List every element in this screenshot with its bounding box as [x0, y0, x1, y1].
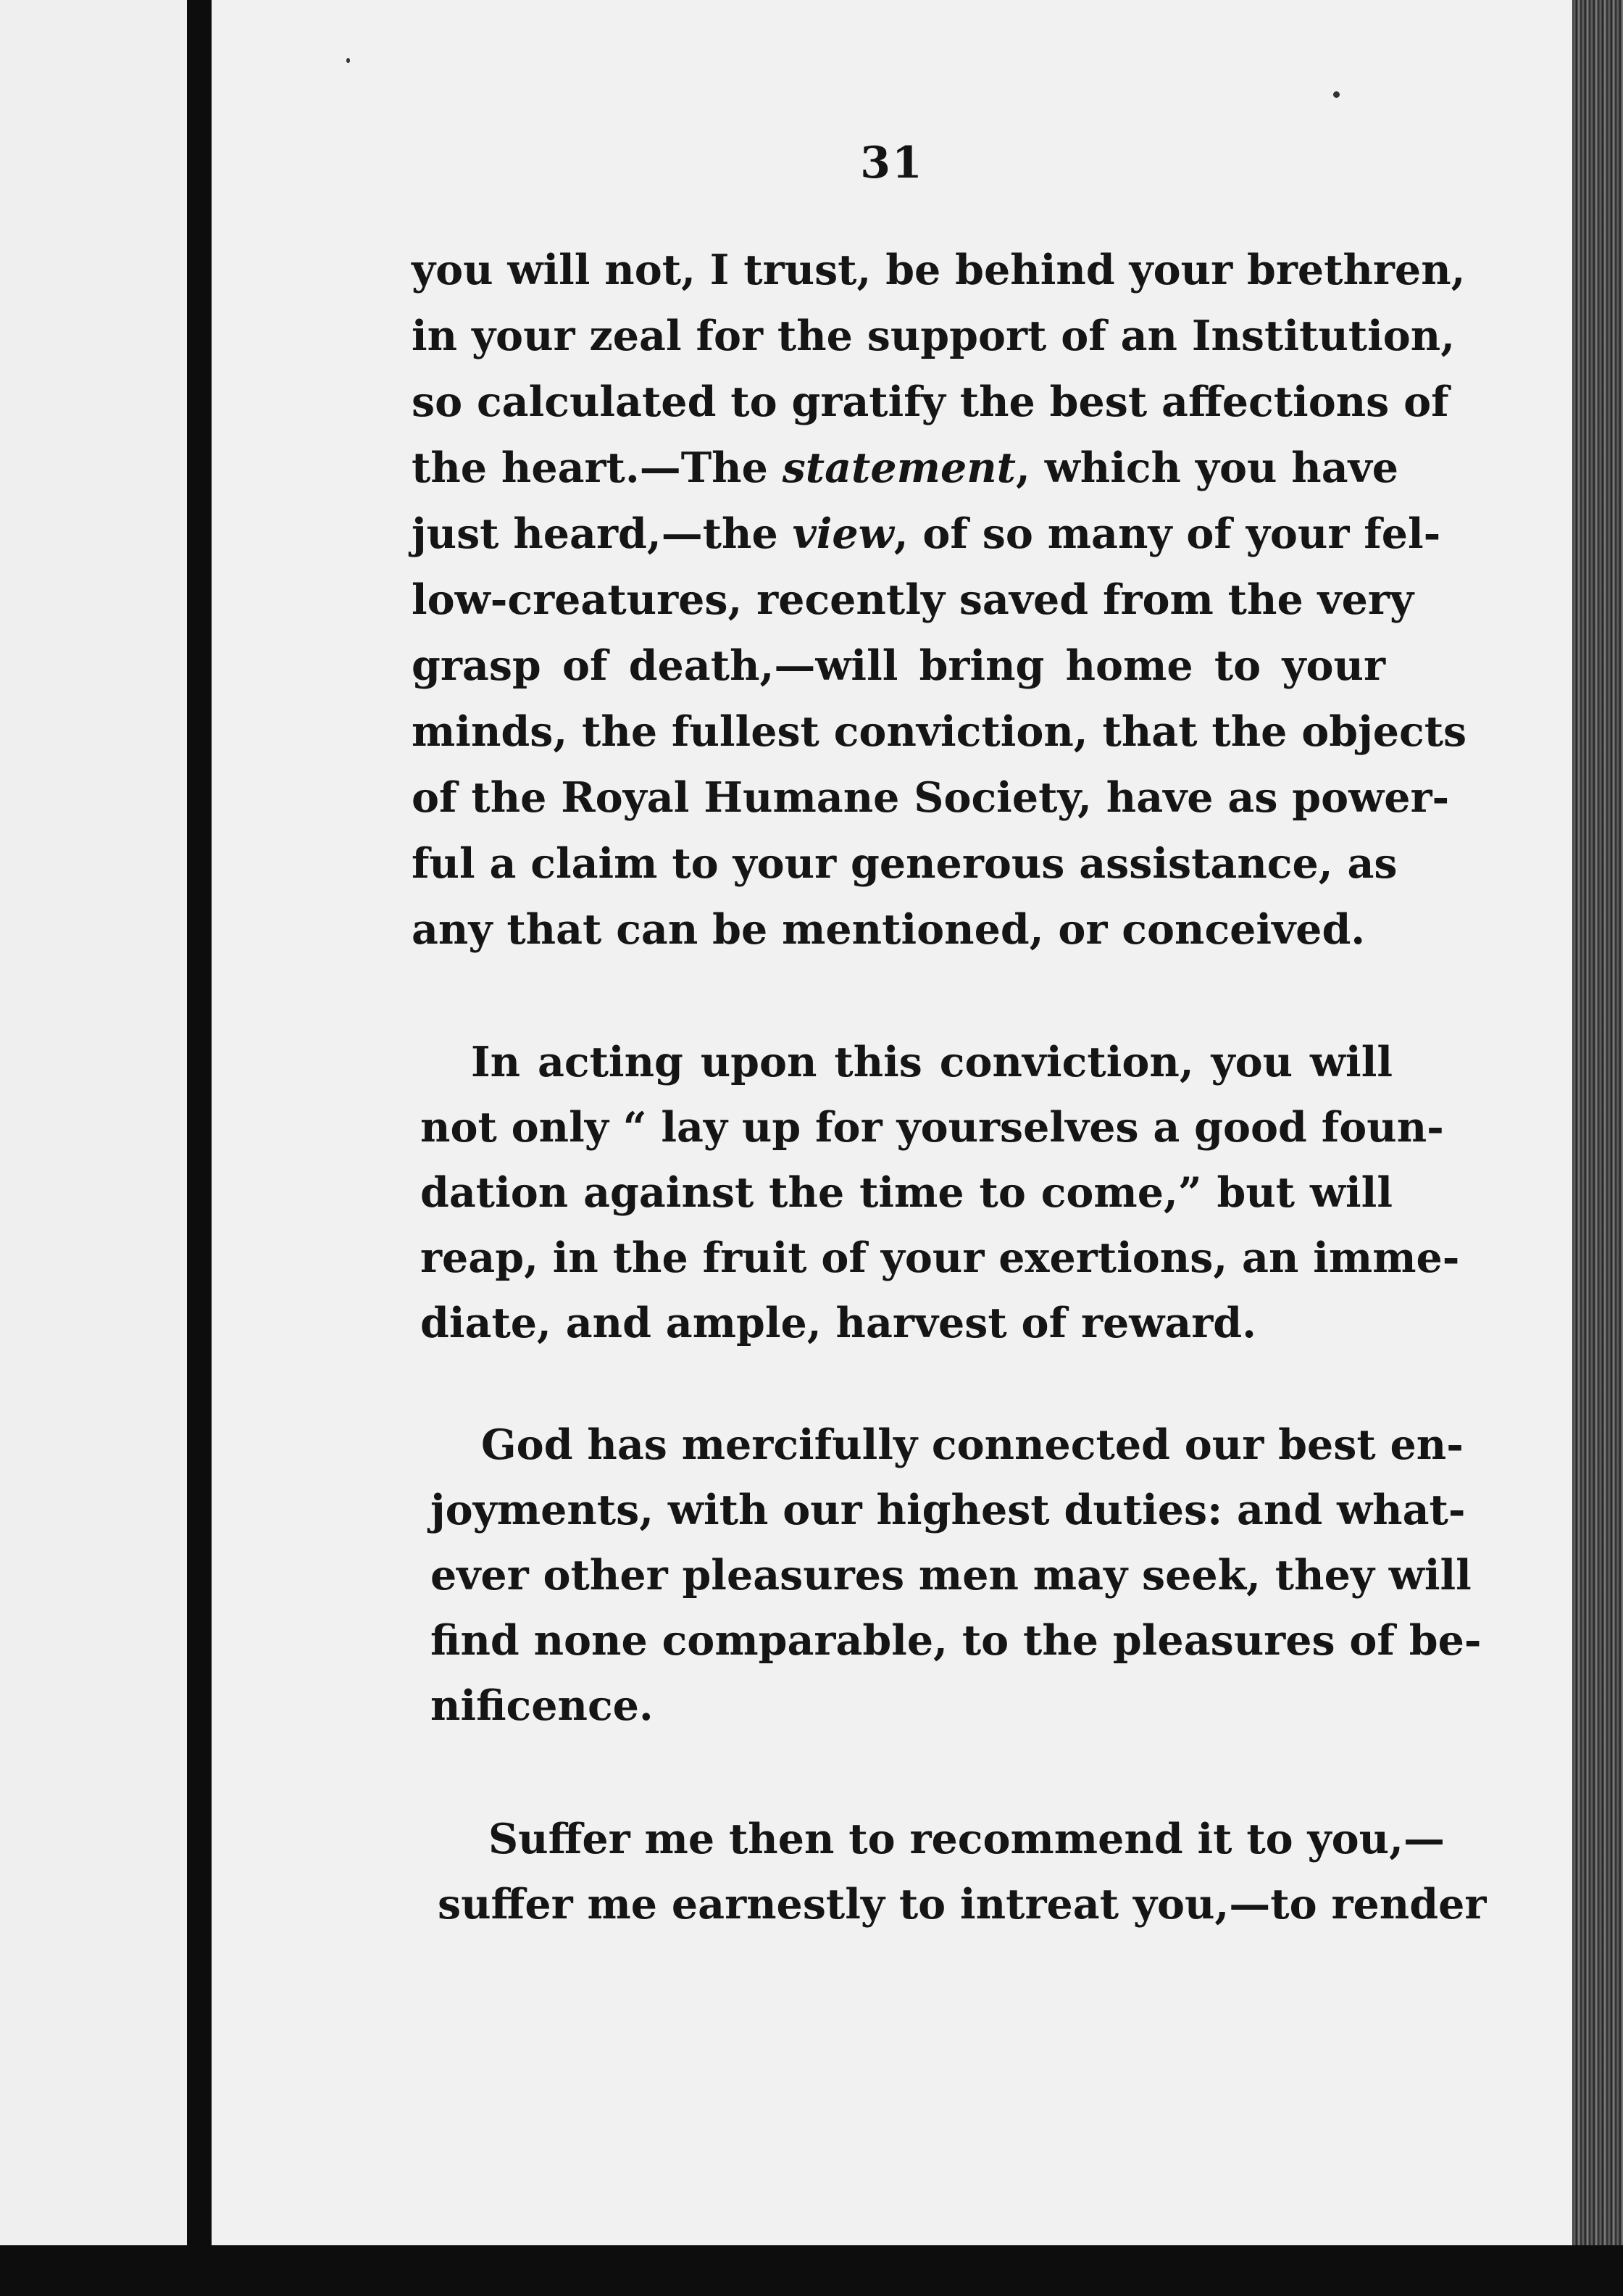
text-run: the heart.—The — [412, 444, 783, 492]
text-run: , which you have — [1016, 444, 1399, 492]
text-line: low-creatures, recently saved from the very — [412, 575, 1414, 624]
text-line: any that can be mentioned, or conceived. — [412, 905, 1366, 954]
text-line: joyments, with our highest duties: and what- — [430, 1486, 1466, 1534]
text-run: just heard,—the — [412, 509, 793, 558]
facing-page — [0, 0, 187, 2245]
text-run: , of so many of your fel- — [893, 509, 1441, 558]
text-line — [412, 505, 1441, 563]
italic-word: statement — [782, 444, 1016, 492]
ink-speck — [1333, 91, 1340, 98]
text-line — [412, 439, 1399, 497]
ink-speck — [346, 58, 350, 63]
book-gutter — [187, 0, 212, 2296]
text-line: ful a claim to your generous assistance, as — [412, 839, 1398, 888]
text-line: so calculated to gratify the best affections of — [412, 378, 1449, 426]
text-line: diate, and ample, harvest of reward. — [420, 1299, 1256, 1347]
text-line: minds, the fullest conviction, that the objects — [412, 707, 1467, 756]
text-line: of the Royal Humane Society, have as power- — [412, 773, 1450, 822]
text-line: find none comparable, to the pleasures of be- — [430, 1616, 1482, 1665]
text-line: grasp of death,—will bring home to your — [412, 641, 1385, 690]
text-line: In acting upon this conviction, you will — [471, 1038, 1393, 1086]
text-line: God has mercifully connected our best en- — [481, 1421, 1464, 1469]
text-line: you will not, I trust, be behind your brethren, — [412, 246, 1466, 294]
italic-word: view — [792, 509, 894, 558]
text-line: suffer me earnestly to intreat you,—to render — [438, 1880, 1487, 1929]
text-line: nificence. — [430, 1681, 654, 1730]
page-number: 31 — [860, 138, 924, 188]
scan-border — [0, 2245, 1623, 2296]
text-line: ever other pleasures men may seek, they will — [430, 1551, 1472, 1600]
text-line: in your zeal for the support of an Institution, — [412, 312, 1456, 360]
text-line: Suffer me then to recommend it to you,— — [488, 1815, 1445, 1863]
text-line: not only “ lay up for yourselves a good foun- — [420, 1103, 1444, 1152]
text-line: dation against the time to come,” but will — [420, 1168, 1393, 1217]
text-line: reap, in the fruit of your exertions, an imme- — [420, 1234, 1460, 1282]
page-edge-stack — [1572, 0, 1623, 2296]
